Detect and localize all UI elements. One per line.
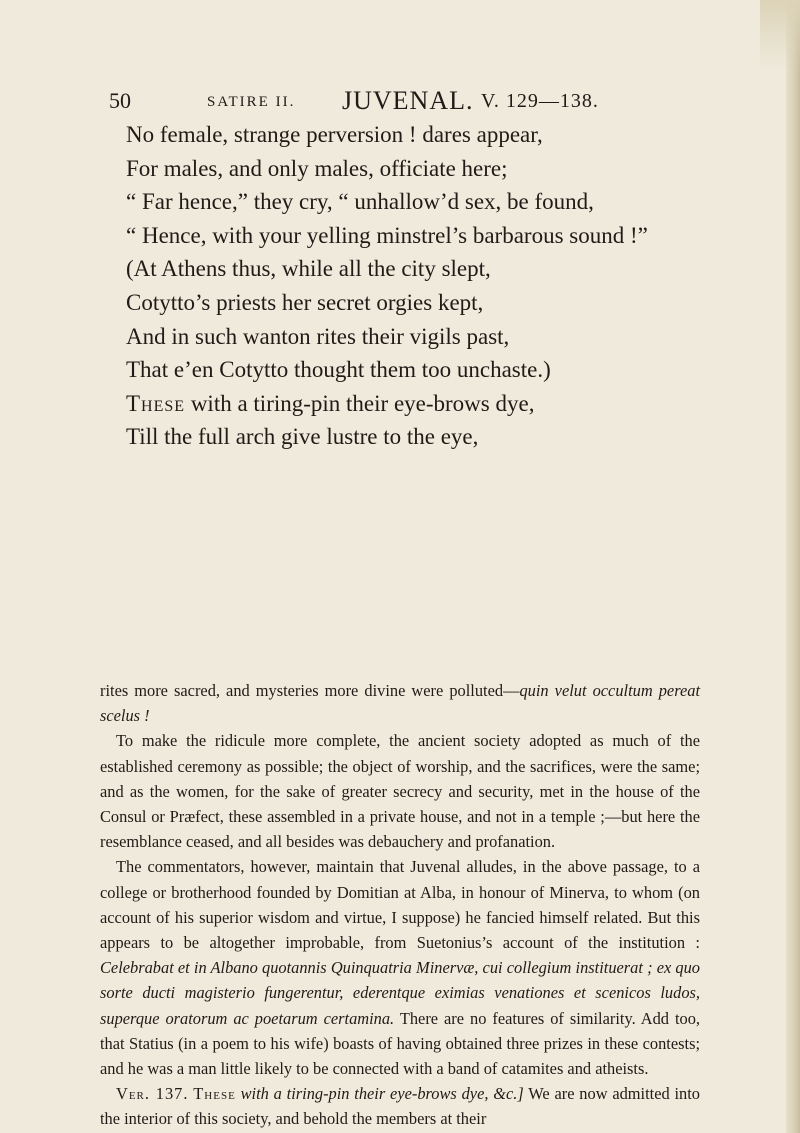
author-title: JUVENAL.: [342, 86, 474, 115]
note-paragraph: [100, 854, 700, 1081]
verse-range: V. 129—138.: [481, 90, 599, 112]
page-edge: [786, 0, 800, 1133]
latin-quote: quin velut occultum pereat scelus !: [100, 681, 701, 726]
note-paragraph: [100, 678, 700, 728]
quoted-verse: with a tiring-pin their eye-brows dye, &c.]: [235, 1084, 524, 1104]
page-edge-shadow: [760, 0, 800, 70]
verse-text: with a tiring-pin their eye-brows dye,: [185, 390, 535, 416]
verse-line: (At Athens thus, while all the city slept,: [126, 256, 491, 282]
note-text: We are now admitted into the interior of this society, and behold the members at their: [100, 1084, 700, 1129]
verse-line: And in such wanton rites their vigils past,: [126, 323, 510, 349]
note-paragraph: To make the ridicule more complete, the ancient society adopted as much of the established ceremony as possible; the object of worship, and the sacrifices, were the same; and as the women, for the sake of greater secrecy and security, met in the house of the Consul or Præfect, these assembled in a private house, and not in a temple ;—but here the resemblance ceased, and all besides was debauchery and profanation.: [100, 731, 700, 852]
note-text: rites more sacred, and mysteries more divine were polluted—: [100, 681, 520, 700]
note-text: There are no features of similarity. Add too, that Statius (in a poem to his wife) boasts of having obtained three prizes in these contests; and he was a man little likely to be connected with a band of catamites and atheists.: [100, 1008, 700, 1079]
latin-quote: Celebrabat et in Albano quotannis Quinquatria Minervæ, cui collegium instituerat ; ex quo sorte ducti magisterio fungerentur, ederentque eximias venationes et scenicos ludos, superque oratorum ac poetarum certamina.: [100, 958, 700, 1028]
commentary-notes: [100, 678, 700, 1132]
verse-translation: [126, 118, 686, 454]
verse-line: Till the full arch give lustre to the eye,: [126, 424, 479, 450]
note-paragraph: [100, 1081, 700, 1131]
verse-line: “ Hence, with your yelling minstrel’s barbarous sound !”: [126, 222, 648, 248]
satire-label: SATIRE II.: [207, 94, 296, 110]
note-text: The commentators, however, maintain that Juvenal alludes, in the above passage, to a college or brotherhood founded by Domitian at Alba, in honour of Minerva, to whom (on account of his superior wisdom and virtue, I suppose) he fancied himself related. But this appears to be altogether improbable, from Suetonius’s account of the institution :: [100, 857, 700, 953]
verse-line: That e’en Cotytto thought them too unchaste.): [126, 357, 551, 383]
verse-line: Cotytto’s priests her secret orgies kept,: [126, 289, 484, 315]
smallcaps-word: These: [126, 390, 186, 416]
page-number: 50: [109, 88, 131, 113]
verse-line: For males, and only males, officiate here;: [126, 155, 508, 181]
running-header: [109, 86, 709, 118]
smallcaps-word: These: [193, 1084, 236, 1104]
verse-line: “ Far hence,” they cry, “ unhallow’d sex, be found,: [126, 189, 594, 215]
verse-reference: Ver. 137.: [116, 1084, 189, 1104]
verse-line: No female, strange perversion ! dares appear,: [126, 122, 543, 147]
verse-line: [126, 387, 686, 421]
